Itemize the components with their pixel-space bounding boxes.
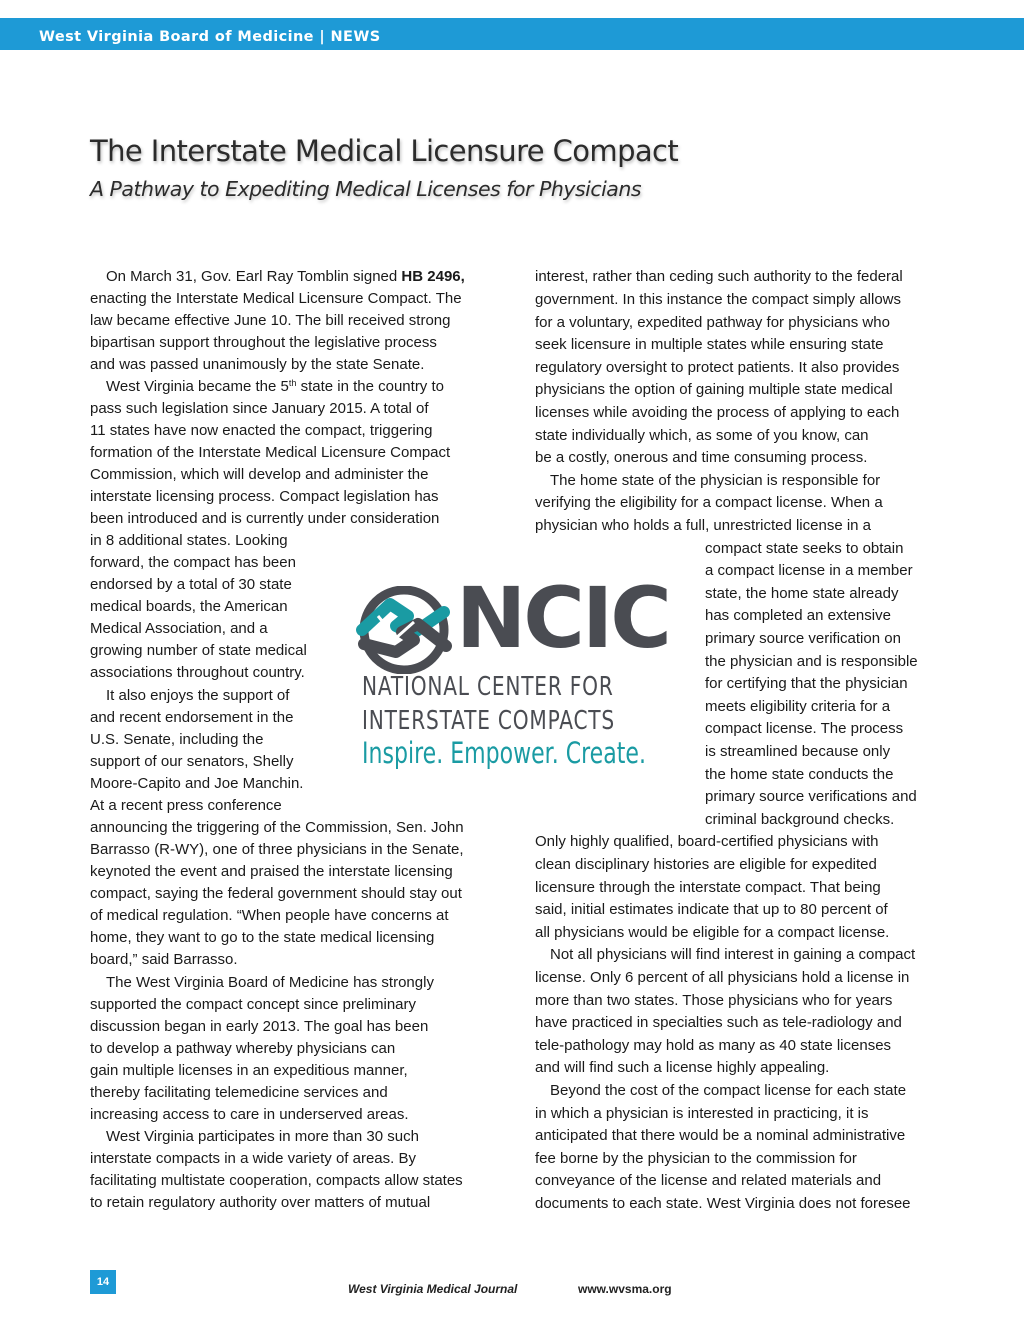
text-line: license. Only 6 percent of all physicians hold a license in [535, 969, 910, 986]
text-line: and will find such a license highly appealing. [535, 1059, 830, 1076]
text-line: compact license. The process [705, 720, 904, 737]
text-line: primary source verification on [705, 630, 901, 647]
text-line: associations throughout country. [90, 664, 305, 681]
text-line: Commission, which will develop and administer the [90, 466, 429, 483]
text-line: Beyond the cost of the compact license for each state [550, 1082, 907, 1099]
text-line: criminal background checks. [705, 811, 895, 828]
handshake-globe-icon [356, 586, 452, 674]
text-line: compact, saying the federal government should stay out [90, 885, 462, 902]
text-line: fee borne by the physician to the commission for [535, 1150, 857, 1167]
text-line: for certifying that the physician [705, 675, 908, 692]
text-line: It also enjoys the support of [106, 687, 290, 704]
text-line: licenses while avoiding the process of applying to each [535, 404, 900, 421]
text-line: thereby facilitating telemedicine services and [90, 1084, 388, 1101]
text-line: West Virginia became the 5th state in the country to [106, 378, 444, 395]
text-line: all physicians would be eligible for a compact license. [535, 924, 890, 941]
text-line: to develop a pathway whereby physicians can [90, 1040, 396, 1057]
text-line: compact state seeks to obtain [705, 540, 904, 557]
text-line: Barrasso (R-WY), one of three physicians in the Senate, [90, 841, 464, 858]
logo-tagline: Inspire. Empower. Create. [362, 736, 646, 770]
text-line: have practiced in specialties such as tele-radiology and [535, 1014, 902, 1031]
text-line: West Virginia participates in more than 30 such [106, 1128, 419, 1145]
text-line: keynoted the event and praised the interstate licensing [90, 863, 453, 880]
text-line: U.S. Senate, including the [90, 731, 264, 748]
text-line: medical boards, the American [90, 598, 288, 615]
text-line: bipartisan support throughout the legislative process [90, 334, 437, 351]
logo-line-1: NATIONAL CENTER FOR [362, 672, 614, 702]
text-line: Not all physicians will find interest in gaining a compact [550, 946, 916, 963]
text-line: supported the compact concept since preliminary [90, 996, 417, 1013]
text-line: formation of the Interstate Medical Licensure Compact [90, 444, 451, 461]
text-line: support of our senators, Shelly [90, 753, 294, 770]
text-line: gain multiple licenses in an expeditious manner, [90, 1062, 408, 1079]
text-line: government. In this instance the compact simply allows [535, 291, 901, 308]
text-line: Only highly qualified, board-certified physicians with [535, 833, 879, 850]
text-line: The West Virginia Board of Medicine has strongly [106, 974, 434, 991]
text-line: is streamlined because only [705, 743, 891, 760]
text-line: On March 31, Gov. Earl Ray Tomblin signed HB 2496, [106, 268, 465, 285]
text-line: endorsed by a total of 30 state [90, 576, 292, 593]
text-line: 11 states have now enacted the compact, triggering [90, 422, 433, 439]
text-line: and recent endorsement in the [90, 709, 294, 726]
text-line: in which a physician is interested in practicing, it is [535, 1105, 869, 1122]
text-line: has completed an extensive [705, 607, 891, 624]
text-line: a compact license in a member [705, 562, 913, 579]
text-line: seek licensure in multiple states while ensuring state [535, 336, 884, 353]
text-line: licensure through the interstate compact. That being [535, 879, 881, 896]
text-line: the physician and is responsible [705, 653, 918, 670]
text-line: Moore-Capito and Joe Manchin. [90, 775, 304, 792]
text-line: verifying the eligibility for a compact license. When a [535, 494, 883, 511]
text-line: interstate compacts in a wide variety of areas. By [90, 1150, 416, 1167]
logo-line-2: INTERSTATE COMPACTS [362, 706, 615, 736]
text-line: increasing access to care in underserved areas. [90, 1106, 409, 1123]
text-line: clean disciplinary histories are eligible for expedited [535, 856, 877, 873]
text-line: to retain regulatory authority over matters of mutual [90, 1194, 431, 1211]
text-line: state individually which, as some of you know, can [535, 427, 869, 444]
text-line: for a voluntary, expedited pathway for physicians who [535, 314, 890, 331]
text-line: The home state of the physician is responsible for [550, 472, 881, 489]
text-line: more than two states. Those physicians who for years [535, 992, 893, 1009]
text-line: forward, the compact has been [90, 554, 296, 571]
text-line: tele-pathology may hold as many as 40 state licenses [535, 1037, 892, 1054]
header-banner: West Virginia Board of Medicine | NEWS [0, 18, 1024, 50]
text-line: be a costly, onerous and time consuming process. [535, 449, 868, 466]
text-line: interest, rather than ceding such authority to the federal [535, 268, 903, 285]
text-line: facilitating multistate cooperation, compacts allow states [90, 1172, 463, 1189]
text-line: and was passed unanimously by the state Senate. [90, 356, 425, 373]
text-line: said, initial estimates indicate that up to 80 percent of [535, 901, 888, 918]
text-line: growing number of state medical [90, 642, 307, 659]
text-line: the home state conducts the [705, 766, 894, 783]
journal-name: West Virginia Medical Journal [348, 1282, 518, 1296]
text-line: physicians the option of gaining multiple state medical [535, 381, 893, 398]
text-line: documents to each state. West Virginia does not foresee [535, 1195, 911, 1212]
text-line: Medical Association, and a [90, 620, 268, 637]
text-line: in 8 additional states. Looking [90, 532, 288, 549]
article-subtitle: A Pathway to Expediting Medical Licenses for Physicians [90, 177, 642, 201]
text-line: interstate licensing process. Compact legislation has [90, 488, 439, 505]
text-line: home, they want to go to the state medical licensing [90, 929, 435, 946]
text-line: conveyance of the license and related materials and [535, 1172, 882, 1189]
ncic-logo [352, 569, 669, 772]
text-line: pass such legislation since January 2015. A total of [90, 400, 429, 417]
website-url: www.wvsma.org [578, 1282, 672, 1296]
text-line: physician who holds a full, unrestricted license in a [535, 517, 872, 534]
text-line: meets eligibility criteria for a [705, 698, 891, 715]
text-line: law became effective June 10. The bill received strong [90, 312, 451, 329]
text-line: anticipated that there would be a nominal administrative [535, 1127, 906, 1144]
text-line: At a recent press conference [90, 797, 282, 814]
article-title: The Interstate Medical Licensure Compact [90, 134, 679, 168]
text-line: regulatory oversight to protect patients. It also provides [535, 359, 900, 376]
text-line: been introduced and is currently under consideration [90, 510, 440, 527]
text-line: of medical regulation. “When people have concerns at [90, 907, 449, 924]
page-number: 14 [90, 1270, 116, 1294]
text-line: board,” said Barrasso. [90, 951, 238, 968]
logo-acronym: NCIC [456, 569, 669, 667]
text-line: enacting the Interstate Medical Licensure Compact. The [90, 290, 462, 307]
text-line: discussion began in early 2013. The goal has been [90, 1018, 429, 1035]
text-line: announcing the triggering of the Commission, Sen. John [90, 819, 464, 836]
text-line: primary source verifications and [705, 788, 917, 805]
text-line: state, the home state already [705, 585, 899, 602]
